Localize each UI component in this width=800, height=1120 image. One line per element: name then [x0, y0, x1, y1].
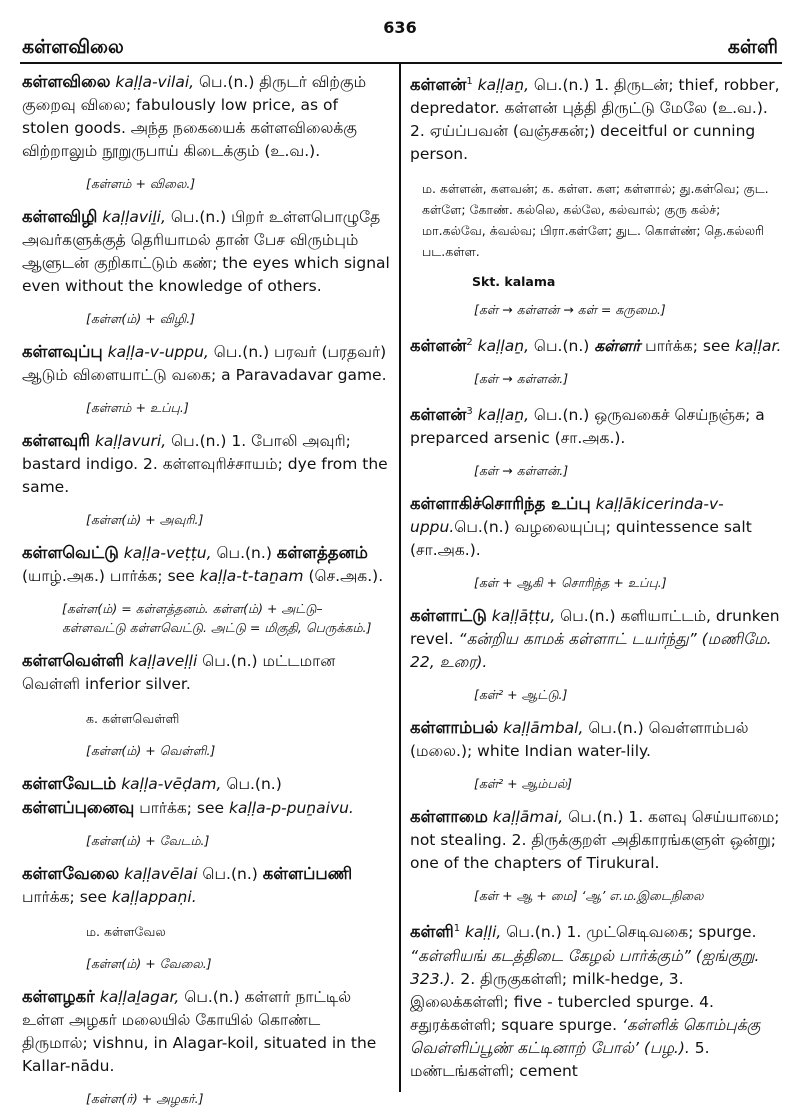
entry-definition: பெ.(n.) — [529, 337, 595, 356]
entry-transliteration: kaḷḷavuri, — [94, 432, 167, 450]
entry-sanskrit-note: Skt. kalama — [472, 274, 556, 290]
entry-definition: பெ.(n.) 1. களவு செய்யாமை; not stealing. 2. திருக்குறள் அதிகாரங்களுள் ஒன்று; one of the chapters of Tirukural. — [410, 808, 780, 873]
entry-transliteration: kaḷḷavēlai — [124, 865, 198, 883]
entry-definition: பெ.(n.) 1. போலி அவுரி; bastard indigo. 2. கள்ளவுரிச்சாயம்; dye from the same. — [22, 432, 388, 496]
entry-transliteration: kaḷḷākicerinda-v-uppu. — [410, 495, 724, 537]
entry-etymology: [கள்ள(ம்) + வேடம்.] — [86, 833, 210, 848]
entry-headword: கள்ளன் — [410, 405, 467, 425]
entry-definition: பெ.(n.) களியாட்டம், drunken revel. — [410, 607, 780, 649]
entry-transliteration: kaḷḷāṭṭu, — [491, 607, 556, 626]
entry-headword: கள்ளவேலை — [22, 864, 120, 883]
entry-etymology: [கள்ளம் + விலை.] — [86, 176, 196, 191]
entry-transliteration: kaḷḷa-vilai, — [115, 73, 195, 91]
entry-quotation: “கள்ளியங் கடத்திடை கேழல் பார்க்கும்” (ஐங்குறு. 323.). — [410, 946, 760, 988]
entry-headword: கள்ளழகர் — [22, 987, 95, 1006]
entry-definition: (செ.அக.). — [303, 567, 384, 585]
entry-headword: கள்ளவெட்டு — [22, 543, 119, 562]
entry-etymology: [கள் + ஆகி + சொரிந்த + உப்பு.] — [474, 575, 667, 591]
entry-etymology: [கள் → கள்ளன்.] — [474, 463, 569, 479]
dictionary-entry — [410, 716, 782, 763]
entry-quotation: “கன்றிய காமக் கள்ளாட் டயர்ந்து” (மணிமே. 22, உரை). — [410, 630, 772, 672]
entry-etymology: [கள்² + ஆம்பல்] — [474, 776, 573, 792]
cross-reference: கள்ளப்பணி — [262, 864, 353, 883]
dictionary-entry — [410, 331, 782, 358]
cross-reference: கள்ளப்புனைவு — [22, 798, 135, 817]
dictionary-entry — [22, 985, 390, 1078]
entry-transliteration: kaḷḷi, — [465, 923, 502, 942]
entry-definition: பெ.(n.) 1. முட்செடிவகை; spurge. — [501, 923, 757, 942]
homonym-number: 2 — [466, 337, 473, 349]
entry-etymology: [கள் → கள்ளன் → கள் = கருமை.] — [474, 302, 666, 318]
homonym-number: 1 — [466, 76, 473, 87]
entry-transliteration: kaḷḷaḻagar, — [99, 988, 180, 1006]
entry-etymology: [கள் → கள்ளன்.] — [474, 371, 569, 387]
entry-etymology: [கள்ள(ம்) + விழி.] — [86, 311, 196, 326]
dictionary-entry — [22, 340, 390, 387]
entry-cognates: ம. கள்ளன், களவன்; க. கள்ள. கள; கள்ளால்; து.கள்வெ; குட. கள்ளே; கோண். கல்லெ, கல்லே, கல்வால்; குரு கல்ச்; மா.கல்வே, க்வல்வ; பிரா.கள்ளே; துட. கொள்ண்; தெ.கல்லரி பட.கள்ள. — [422, 181, 769, 260]
dictionary-entry — [22, 429, 390, 499]
dictionary-entry — [22, 205, 390, 298]
entry-etymology: [கள்ள(ம்) + வேலை.] — [86, 956, 212, 971]
entry-transliteration: kaḷḷaviḻi, — [102, 208, 166, 226]
cross-reference-transliteration: kaḷḷar. — [734, 337, 782, 356]
entry-headword: கள்ளவுரி — [22, 431, 90, 450]
dictionary-entry — [410, 917, 782, 1082]
left-column — [22, 66, 390, 1120]
entry-definition: பெ.(n.) மட்டமான வெள்ளி inferior silver. — [22, 652, 336, 693]
page-number: 636 — [383, 18, 417, 37]
entry-transliteration: kaḷḷāmai, — [492, 808, 564, 827]
dictionary-entry — [410, 805, 782, 875]
entry-transliteration: kaḷḷaveḷḷi — [129, 652, 198, 670]
entry-headword: கள்ளாம்பல் — [410, 718, 499, 738]
entry-definition: பெ.(n.) வெள்ளாம்பல் (மலை.); white Indian water-lily. — [410, 719, 749, 761]
header-rule — [20, 62, 782, 64]
right-column — [410, 66, 782, 1083]
dictionary-entry — [410, 604, 782, 674]
entry-definition: பார்க்க; see — [640, 337, 735, 356]
dictionary-entry — [22, 772, 390, 820]
dictionary-entry — [410, 70, 782, 166]
entry-etymology: [கள்ள(ம்) = கள்ளத்தனம். கள்ள(ம்) + அட்டு– கள்ளவட்டு கள்ளவெட்டு. அட்டு = மிகுதி, பெருக்கம்.] — [62, 601, 372, 635]
dictionary-entry — [410, 492, 782, 562]
entry-transliteration: kaḷḷāmbal, — [503, 719, 584, 738]
entry-etymology: [கள் + ஆ + மை] ‘ஆ’ எ.ம.இடைநிலை — [474, 888, 704, 904]
entry-definition: பெ.(n.) கள்ளர் நாட்டில் உள்ள அழகர் மலையில் கோயில் கொண்ட திருமால்; vishnu, in Alagar-koil, situated in the Kallar-nādu. — [22, 988, 377, 1075]
homonym-number: 3 — [466, 406, 473, 418]
dictionary-entry — [22, 862, 390, 909]
entry-headword: கள்ளன் — [410, 75, 467, 95]
dictionary-entry — [410, 400, 782, 450]
entry-definition: பார்க்க; see — [22, 888, 112, 906]
entry-headword: கள்ளவெள்ளி — [22, 651, 125, 670]
entry-transliteration: kaḷḷa-vēḍam, — [121, 775, 222, 793]
entry-etymology: [கள்ளம் + உப்பு.] — [86, 400, 189, 415]
entry-headword: கள்ளன் — [410, 336, 467, 356]
entry-definition: பெ.(n.) — [211, 544, 277, 562]
entry-headword: கள்ளவேடம் — [22, 774, 117, 793]
entry-definition: பெ.(n.) பிறர் உள்ளபொழுதே அவர்களுக்குத் தெரியாமல் தான் பேச விரும்பும் ஆளுடன் குறிகாட்டும் கண்; the eyes which signal even without the knowledge of others. — [22, 208, 390, 295]
entry-definition: பெ.(n.) பரவர் (பரதவர்) ஆடும் விளையாட்டு வகை; a Paravadavar game. — [22, 343, 387, 384]
entry-definition: பெ.(n.) திருடர் விற்கும் குறைவு விலை; fabulously low price, as of stolen goods. அந்த நகையைக் கள்ளவிலைக்கு விற்றாலும் நூறுருபாய் கிடைக்கும் (உ.வ.). — [22, 73, 367, 160]
entry-etymology: [கள்ள(ம்) + வெள்ளி.] — [86, 743, 216, 758]
entry-headword: கள்ளாட்டு — [410, 606, 487, 626]
entry-etymology: [கள்ள(ர்) + அழகர்.] — [86, 1091, 204, 1106]
entry-transliteration: kaḷḷaṉ, — [477, 406, 529, 425]
dictionary-entry — [22, 541, 390, 588]
entry-definition: (யாழ்.அக.) பார்க்க; see — [22, 567, 200, 585]
entry-headword: கள்ளவுப்பு — [22, 342, 103, 361]
cross-reference: கள்ளத்தனம் — [276, 543, 368, 562]
entry-headword: கள்ளாமை — [410, 807, 488, 827]
entry-definition: பெ.(n.) — [221, 775, 282, 793]
entry-transliteration: kaḷḷa-veṭṭu, — [123, 544, 212, 562]
entry-definition: 2. திருகுகள்ளி; milk-hedge, 3. இலைக்கள்ளி; five - tubercled spurge. 4. சதுரக்கள்ளி; square spurge. — [410, 969, 714, 1034]
header-left-guide-word: கள்ளவிலை — [22, 36, 124, 58]
entry-definition: பார்க்க; see — [134, 799, 230, 817]
entry-cognates: ம. கள்ளவேல — [86, 924, 166, 939]
entry-headword: கள்ளவிலை — [22, 72, 111, 91]
entry-headword: கள்ளவிழி — [22, 207, 98, 226]
header-right-guide-word: கள்ளி — [727, 36, 778, 58]
entry-etymology: [கள்² + ஆட்டு.] — [474, 687, 568, 703]
entry-definition: பெ.(n.) — [197, 865, 263, 883]
entry-headword: கள்ளாகிச்சொரிந்த உப்பு — [410, 494, 591, 514]
entry-definition: பெ.(n.) ஒருவகைச் செய்நஞ்சு; a preparced arsenic (சா.அக.). — [410, 406, 765, 448]
entry-transliteration: kaḷḷaṉ, — [477, 76, 529, 95]
entry-etymology: [கள்ள(ம்) + அவுரி.] — [86, 512, 204, 527]
entry-definition: 5. மண்டங்கள்ளி; cement — [410, 1038, 710, 1080]
entry-transliteration: kaḷḷaṉ, — [477, 337, 529, 356]
entry-quotation: ‘கள்ளிக் கொம்புக்கு வெள்ளிப்பூண் கட்டினாற் போல்’ (பழ.). — [410, 1015, 761, 1057]
homonym-number: 1 — [453, 923, 461, 935]
cross-reference-transliteration: kaḷḷa-p-puṉaivu. — [229, 799, 354, 817]
cross-reference: கள்ளர் — [594, 337, 641, 356]
dictionary-entry — [22, 649, 390, 696]
entry-definition: பெ.(n.) வழலையுப்பு; quintessence salt (சா.அக.). — [410, 518, 752, 560]
page-header — [0, 0, 800, 60]
entry-transliteration: kaḷḷa-v-uppu, — [107, 343, 209, 361]
cross-reference-transliteration: kaḷḷappaṇi. — [111, 888, 197, 906]
column-divider — [399, 63, 401, 1092]
entry-cognates: க. கள்ளவெள்ளி — [86, 711, 180, 726]
entry-headword: கள்ளி — [410, 922, 454, 942]
entry-definition: பெ.(n.) 1. திருடன்; thief, robber, depredator. கள்ளன் புத்தி திருட்டு மேலே (உ.வ.). 2. ஏய்ப்பவன் (வஞ்சகன்;) deceitful or cunning person. — [410, 76, 780, 164]
dictionary-entry — [22, 70, 390, 163]
cross-reference-transliteration: kaḷḷa-t-taṉam — [199, 567, 304, 585]
